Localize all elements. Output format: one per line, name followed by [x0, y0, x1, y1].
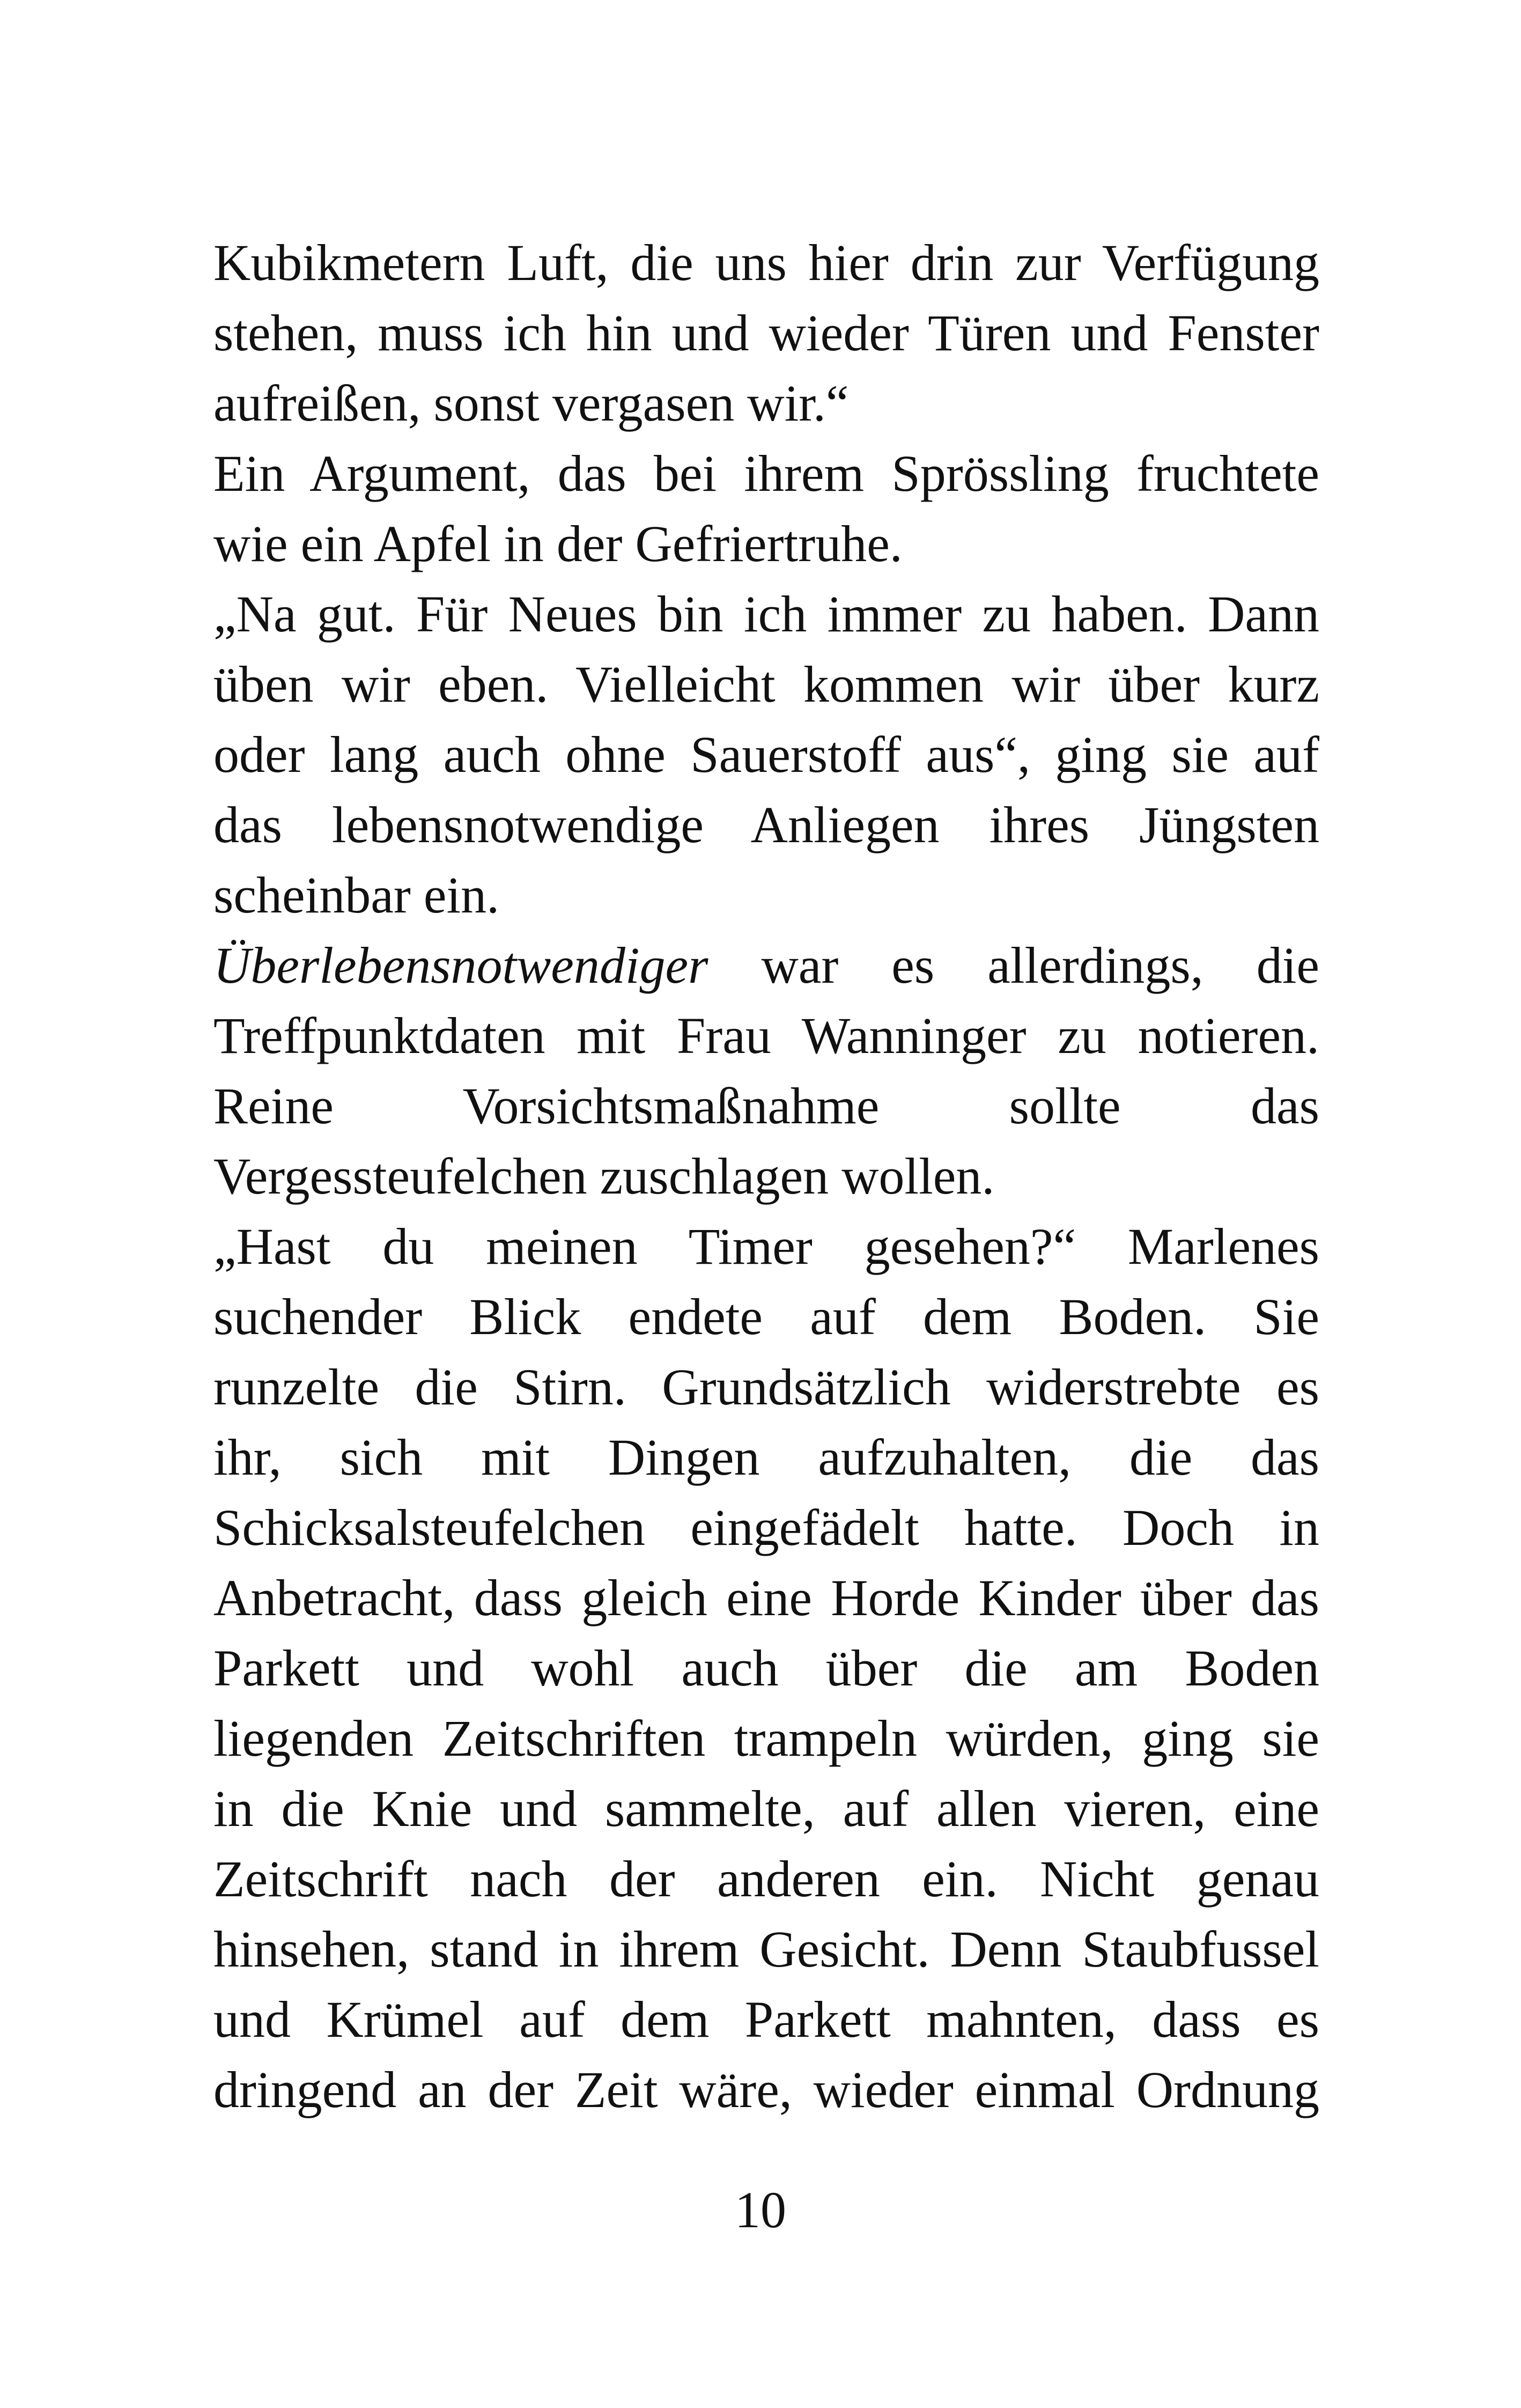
text-line-content: dringend an der Zeit wäre, wieder einmal Ordnung: [213, 2061, 1319, 2118]
text-line: [213, 649, 1319, 719]
text-line-content: war es allerdings, die: [708, 937, 1319, 994]
text-line-content: Treffpunktdaten mit Frau Wanninger zu notieren.: [213, 1007, 1319, 1064]
text-line: [213, 1703, 1319, 1773]
text-line-content: aufreißen, sonst vergasen wir.“: [213, 374, 849, 432]
text-line: [213, 1141, 1319, 1211]
text-line: [213, 438, 1319, 509]
text-line: [213, 1000, 1319, 1071]
text-line: [213, 227, 1319, 298]
text-line-content: runzelte die Stirn. Grundsätzlich widerstrebte es: [213, 1358, 1319, 1416]
text-line: [213, 790, 1319, 860]
text-line-content: ihr, sich mit Dingen aufzuhalten, die das: [213, 1428, 1319, 1486]
text-line-content: Kubikmetern Luft, die uns hier drin zur Verfügung: [213, 234, 1319, 291]
text-line: [213, 860, 1319, 930]
text-line-content: liegenden Zeitschriften trampeln würden, ging sie: [213, 1710, 1319, 1767]
text-line: [213, 1914, 1319, 1984]
text-line: [213, 719, 1319, 790]
text-line: [213, 1563, 1319, 1633]
text-line-content: „Na gut. Für Neues bin ich immer zu haben. Dann: [213, 585, 1319, 643]
text-line: [213, 2054, 1319, 2125]
text-line-content: stehen, muss ich hin und wieder Türen und Fenster: [213, 304, 1319, 362]
text-line-content: Zeitschrift nach der anderen ein. Nicht genau: [213, 1850, 1319, 1908]
text-line: [213, 1282, 1319, 1352]
body-text: [213, 227, 1319, 2125]
text-line: [213, 1844, 1319, 1914]
text-line: [213, 1492, 1319, 1563]
text-line-content: Parkett und wohl auch über die am Boden: [213, 1639, 1319, 1697]
text-line: [213, 1773, 1319, 1844]
text-line-content: Vergessteufelchen zuschlagen wollen.: [213, 1147, 995, 1205]
text-line-content: hinsehen, stand in ihrem Gesicht. Denn Staubfussel: [213, 1920, 1319, 1978]
text-line-content: üben wir eben. Vielleicht kommen wir über kurz: [213, 656, 1319, 713]
text-line: [213, 509, 1319, 579]
page-number: 10: [735, 2181, 786, 2238]
text-line: [213, 1422, 1319, 1492]
text-line: [213, 1633, 1319, 1703]
text-line: [213, 1352, 1319, 1422]
text-line: [213, 579, 1319, 649]
text-line-content: „Hast du meinen Timer gesehen?“ Marlenes: [213, 1218, 1319, 1275]
text-line: [213, 1984, 1319, 2054]
text-line: [213, 1071, 1319, 1141]
text-line: [213, 368, 1319, 438]
italic-text: Überlebensnotwendiger: [213, 937, 708, 994]
text-line-content: Reine Vorsichtsmaßnahme sollte das: [213, 1077, 1319, 1135]
text-line-content: in die Knie und sammelte, auf allen vieren, eine: [213, 1780, 1319, 1837]
text-line: [213, 298, 1319, 368]
text-line-content: wie ein Apfel in der Gefriertruhe.: [213, 515, 903, 572]
text-line-content: und Krümel auf dem Parkett mahnten, dass es: [213, 1991, 1319, 2048]
text-line: [213, 1211, 1319, 1282]
text-line: [213, 930, 1319, 1000]
text-line-content: suchender Blick endete auf dem Boden. Sie: [213, 1288, 1319, 1345]
text-line-content: das lebensnotwendige Anliegen ihres Jüngsten: [213, 796, 1319, 853]
text-line-content: Ein Argument, das bei ihrem Sprössling fruchtete: [213, 445, 1319, 502]
text-line-content: scheinbar ein.: [213, 866, 500, 924]
text-line-content: oder lang auch ohne Sauerstoff aus“, ging sie auf: [213, 726, 1319, 783]
text-line-content: Anbetracht, dass gleich eine Horde Kinder über das: [213, 1569, 1319, 1626]
text-line-content: Schicksalsteufelchen eingefädelt hatte. Doch in: [213, 1499, 1319, 1556]
